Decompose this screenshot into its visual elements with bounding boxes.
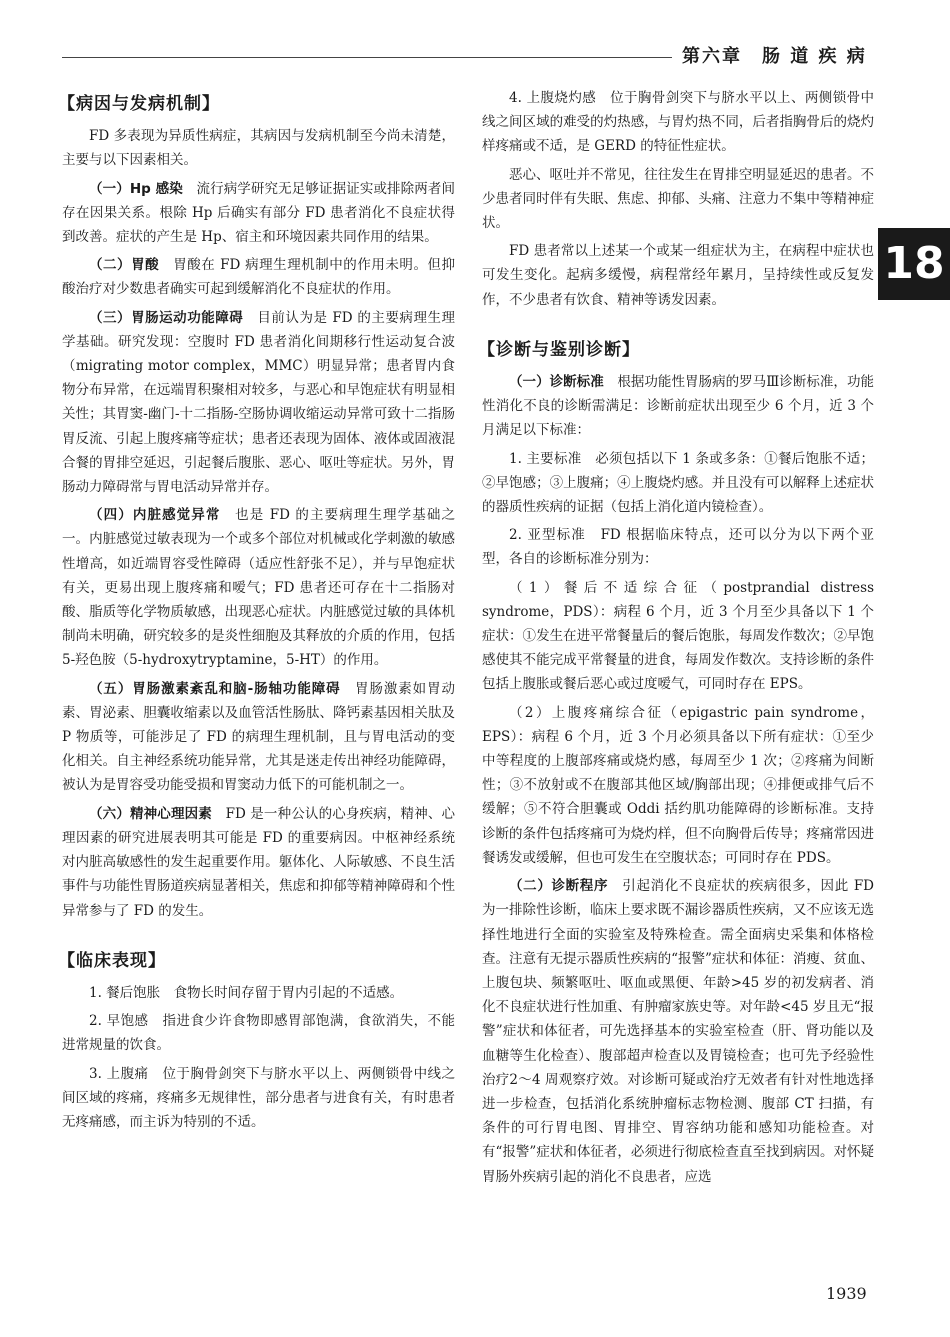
subheading: （二）胃酸: [89, 257, 160, 274]
subheading: （一）诊断标准: [509, 374, 604, 391]
subheading: （一）Hp 感染: [89, 180, 183, 197]
paragraph-text: 胃肠激素如胃动素、胃泌素、胆囊收缩素以及血管活性肠肽、降钙素基因相关肽及 P 物质等，可能涉足了 FD 的病理生理机制，且与胃电活动的变化相关。自主神经系统功能异常，尤其是迷走传出神经功能障碍，被认为是胃容受功能受损和胃窦动力低下的可能机制之一。: [62, 680, 456, 794]
section-title-clinical: 【临床表现】: [58, 950, 166, 971]
paragraph-text: 也是 FD 的主要病理生理学基础之一。内脏感觉过敏表现为一个或多个部位对机械或化学刺激的敏感性增高，如近端胃容受性障碍（适应性舒张不足），并与早饱症状有关，更易出现上腹疼痛和嗳气；FD 患者还可存在十二指肠对酸、脂质等化学物质敏感，出现恶心症状。内脏感觉过敏的具体机制尚未明确，研究较多的是炎性细胞及其释放的介质的作用，包括 5-羟色胺（5-hydroxytryptamine，5-HT）的作用。: [62, 507, 456, 669]
paragraph: [482, 523, 874, 571]
subheading: 3. 上腹痛: [89, 1065, 149, 1082]
paragraph-text: 目前认为是 FD 的主要病理生理学基础。研究发现：空腹时 FD 患者消化间期移行性运动复合波（migrating motor complex，MMC）明显异常；患者胃内食物分布异常，在远端胃积聚相对较多，与恶心和早饱症状有明显相关性；其胃窦-幽门-十二指肠-空肠协调收缩运动异常可致十二指肠胃反流、引起上腹疼痛等症状；患者还表现为固体、液体或固液混合餐的胃排空延迟，引起餐后腹胀、恶心、呕吐等症状。另外，胃肠动力障碍常与胃电活动异常并存。: [62, 309, 456, 496]
right-column: [478, 86, 875, 1193]
paragraph-text: FD 多表现为异质性病症，其病因与发病机制至今尚未清楚，主要与以下因素相关。: [62, 128, 455, 169]
subheading: 4. 上腹烧灼感: [509, 90, 597, 106]
subheading: 1. 主要标准: [509, 450, 582, 467]
paragraph: [482, 874, 874, 1189]
subheading: （六）精神心理因素: [89, 805, 212, 822]
paragraph-text: 指进食少许食物即感胃部饱满，食欲消失，不能进常规量的饮食。: [62, 1013, 455, 1054]
paragraph: [62, 177, 455, 250]
paragraph-text: （1）餐后不适综合征（postprandial distress syndrome，PDS）：病程 6 个月，近 3 个月至少具备以下 1 个症状：①发生在进平常餐量后的餐后饱胀，每周发作数次；②早饱感使其不能完成平常餐量的进食，每周发作数次。支持诊断的条件包括上腹胀或餐后恶心或过度嗳气，可同时存在 EPS。: [482, 579, 874, 693]
paragraph: [482, 370, 874, 443]
chapter-header: 第六章 肠 道 疾 病: [682, 46, 867, 67]
paragraph-text: （2）上腹疼痛综合征（epigastric pain syndrome，EPS）：病程 6 个月，近 3 个月必须具备以下所有症状：①至少中等程度的上腹部疼痛或烧灼感，每周至少 1 次；②疼痛为间断性；③不放射或不在腹部其他区域/胸部出现；④排便或排气后不缓解；⑤不符合胆囊或 Oddi 括约肌功能障碍的诊断标准。支持诊断的条件包括疼痛可为烧灼样，但不向胸骨后传导；疼痛常因进餐诱发或缓解，但也可发生在空腹状态；可同时存在 PDS。: [482, 704, 874, 866]
chapter-tab: 18: [878, 228, 950, 300]
paragraph: [482, 163, 874, 236]
paragraph: [62, 503, 455, 672]
paragraph-text: 引起消化不良症状的疾病很多，因此 FD 为一排除性诊断，临床上要求既不漏诊器质性疾病，又不应该无选择性地进行全面的实验室及特殊检查。需全面病史采集和体格检查。注意有无提示器质性疾病的“报警”症状和体征：消瘦、贫血、上腹包块、频繁呕吐、呕血或黑便、年龄>45 岁的初发病者、消化不良症状进行性加重、有肿瘤家族史等。对年龄<45 岁且无“报警”症状和体征者，可先选择基本的实验室检查（肝、肾功能以及血糖等生化检查）、腹部超声检查以及胃镜检查；也可先予经验性治疗2～4 周观察疗效。对诊断可疑或治疗无效者有针对性地选择进一步检查，包括消化系统肿瘤标志物检测、腹部 CT 扫描，有条件的可行胃电图、胃排空、胃容纳功能和感知功能检查。对有“报警”症状和体征者，必须进行彻底检查直至找到病因。对怀疑胃肠外疾病引起的消化不良患者，应选: [482, 878, 875, 1185]
paragraph-text: 胃酸在 FD 病理生理机制中的作用未明。但抑酸治疗对少数患者确实可起到缓解消化不良症状的作用。: [62, 257, 456, 298]
subheading: （三）胃肠运动功能障碍: [89, 309, 244, 326]
paragraph-text: 位于胸骨剑突下与脐水平以上、两侧锁骨中线之间区域的疼痛，疼痛多无规律性，部分患者与进食有关，有时患者无疼痛感，而主诉为特别的不适。: [62, 1065, 455, 1130]
paragraph: [62, 1009, 455, 1057]
paragraph: [482, 701, 874, 870]
subheading: 2. 亚型标准: [509, 527, 586, 544]
section-title-etiology: 【病因与发病机制】: [58, 94, 220, 114]
paragraph-text: FD 是一种公认的心身疾病，精神、心理因素的研究进展表明其可能是 FD 的重要病因。中枢神经系统对内脏高敏感性的发生起重要作用。躯体化、人际敏感、不良生活事件与功能性胃肠道疾病显著相关，焦虑和抑郁等精神障碍和个性异常参与了 FD 的发生。: [62, 805, 456, 919]
paragraph: [482, 576, 874, 697]
paragraph: [62, 802, 455, 923]
section-title-diagnosis: 【诊断与鉴别诊断】: [478, 339, 640, 360]
paragraph: [62, 1062, 455, 1135]
paragraph-text: 必须包括以下 1 条或多条：①餐后饱胀不适；②早饱感；③上腹痛；④上腹烧灼感。并且没有可以解释上述症状的器质性疾病的证据（包括上消化道内镜检查）。: [482, 450, 875, 516]
paragraph-text: 恶心、呕吐并不常见，往往发生在胃排空明显延迟的患者。不少患者同时伴有失眠、焦虑、抑郁、头痛、注意力不集中等精神症状。: [482, 166, 874, 232]
paragraph-text: FD 患者常以上述某一个或某一组症状为主，在病程中症状也可发生变化。起病多缓慢，病程常经年累月，呈持续性或反复发作，不少患者有饮食、精神等诱发因素。: [482, 243, 874, 308]
header-rule: [62, 57, 672, 58]
paragraph-text: 食物长时间存留于胃内引起的不适感。: [173, 984, 404, 1001]
subheading: （四）内脏感觉异常: [89, 507, 221, 524]
page-number: 1939: [826, 1284, 867, 1303]
paragraph: [62, 677, 455, 798]
paragraph-text: 流行病学研究无足够证据证实或排除两者间存在因果关系。根除 Hp 后确实有部分 FD 患者消化不良症状得到改善。症状的产生是 Hp、宿主和环境因素共同作用的结果。: [62, 180, 456, 246]
left-column: [58, 86, 456, 1138]
subheading: 2. 早饱感: [89, 1013, 149, 1030]
paragraph: [482, 86, 874, 159]
subheading: （五）胃肠激素紊乱和脑-肠轴功能障碍: [89, 680, 341, 697]
paragraph: [482, 239, 874, 312]
paragraph-text: FD 根据临床特点，还可以分为以下两个亚型，各自的诊断标准分别为：: [482, 527, 875, 568]
paragraph: [62, 124, 455, 172]
paragraph: [482, 447, 874, 520]
paragraph: [62, 981, 455, 1005]
paragraph-text: 位于胸骨剑突下与脐水平以上、两侧锁骨中线之间区域的难受的灼热感，与胃灼热不同，后者指胸骨后的烧灼样疼痛或不适，是 GERD 的特征性症状。: [482, 90, 875, 155]
subheading: （二）诊断程序: [509, 878, 609, 895]
paragraph: [62, 306, 455, 500]
paragraph: [62, 253, 455, 301]
subheading: 1. 餐后饱胀: [89, 984, 161, 1001]
paragraph-text: 根据功能性胃肠病的罗马Ⅲ诊断标准，功能性消化不良的诊断需满足：诊断前症状出现至少 6 个月，近 3 个月满足以下标准：: [482, 374, 875, 439]
